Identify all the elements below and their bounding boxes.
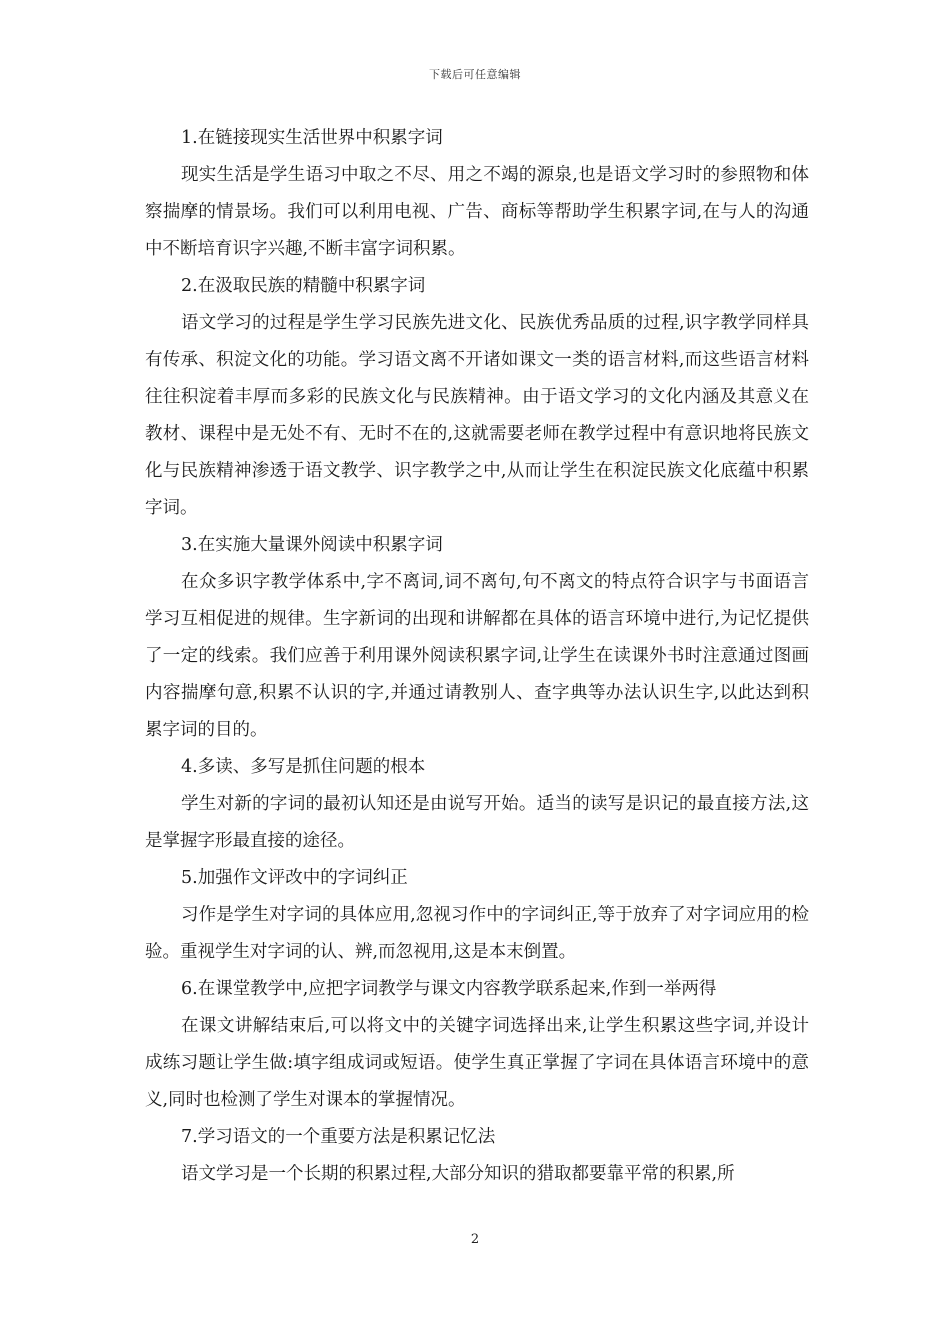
section-paragraph-2: 语文学习的过程是学生学习民族先进文化、民族优秀品质的过程,识字教学同样具有传承、积淀文化的功能。学习语文离不开诸如课文一类的语言材料,而这些语言材料往往积淀着丰厚而多彩的民族文化与民族精神。由于语文学习的文化内涵及其意义在教材、课程中是无处不有、无时不在的,这就需要老师在教学过程中有意识地将民族文化与民族精神渗透于语文教学、识字教学之中,从而让学生在积淀民族文化底蕴中积累字词。 [145,313,809,518]
section-heading-1: 1.在链接现实生活世界中积累字词 [181,128,443,148]
section-paragraph-6: 在课文讲解结束后,可以将文中的关键字词选择出来,让学生积累这些字词,并设计成练习题让学生做:填字组成词或短语。使学生真正掌握了字词在具体语言环境中的意义,同时也检测了学生对课本的掌握情况。 [145,1016,809,1110]
section-paragraph-5: 习作是学生对字词的具体应用,忽视习作中的字词纠正,等于放弃了对字词应用的检验。重视学生对字词的认、辨,而忽视用,这是本末倒置。 [145,905,809,962]
section-paragraph-3: 在众多识字教学体系中,字不离词,词不离句,句不离文的特点符合识字与书面语言学习互相促进的规律。生字新词的出现和讲解都在具体的语言环境中进行,为记忆提供了一定的线索。我们应善于利用课外阅读积累字词,让学生在读课外书时注意通过图画内容揣摩句意,积累不认识的字,并通过请教别人、查字典等办法认识生字,以此达到积累字词的目的。 [145,572,809,740]
section-heading-4: 4.多读、多写是抓住问题的根本 [181,757,426,777]
section-heading-6: 6.在课堂教学中,应把字词教学与课文内容教学联系起来,作到一举两得 [181,979,717,999]
section-heading-5: 5.加强作文评改中的字词纠正 [181,868,408,888]
page-header: 下载后可任意编辑 [429,68,521,81]
section-paragraph-7: 语文学习是一个长期的积累过程,大部分知识的猎取都要靠平常的积累,所 [181,1164,735,1184]
document-body [145,120,809,1193]
section-heading-2: 2.在汲取民族的精髓中积累字词 [181,276,426,296]
section-heading-3: 3.在实施大量课外阅读中积累字词 [181,535,443,555]
section-paragraph-1: 现实生活是学生语习中取之不尽、用之不竭的源泉,也是语文学习时的参照物和体察揣摩的情景场。我们可以利用电视、广告、商标等帮助学生积累字词,在与人的沟通中不断培育识字兴趣,不断丰富字词积累。 [145,165,809,259]
section-paragraph-4: 学生对新的字词的最初认知还是由说写开始。适当的读写是识记的最直接方法,这是掌握字形最直接的途径。 [145,794,809,851]
section-heading-7: 7.学习语文的一个重要方法是积累记忆法 [181,1127,496,1147]
page-number: 2 [470,1232,480,1247]
